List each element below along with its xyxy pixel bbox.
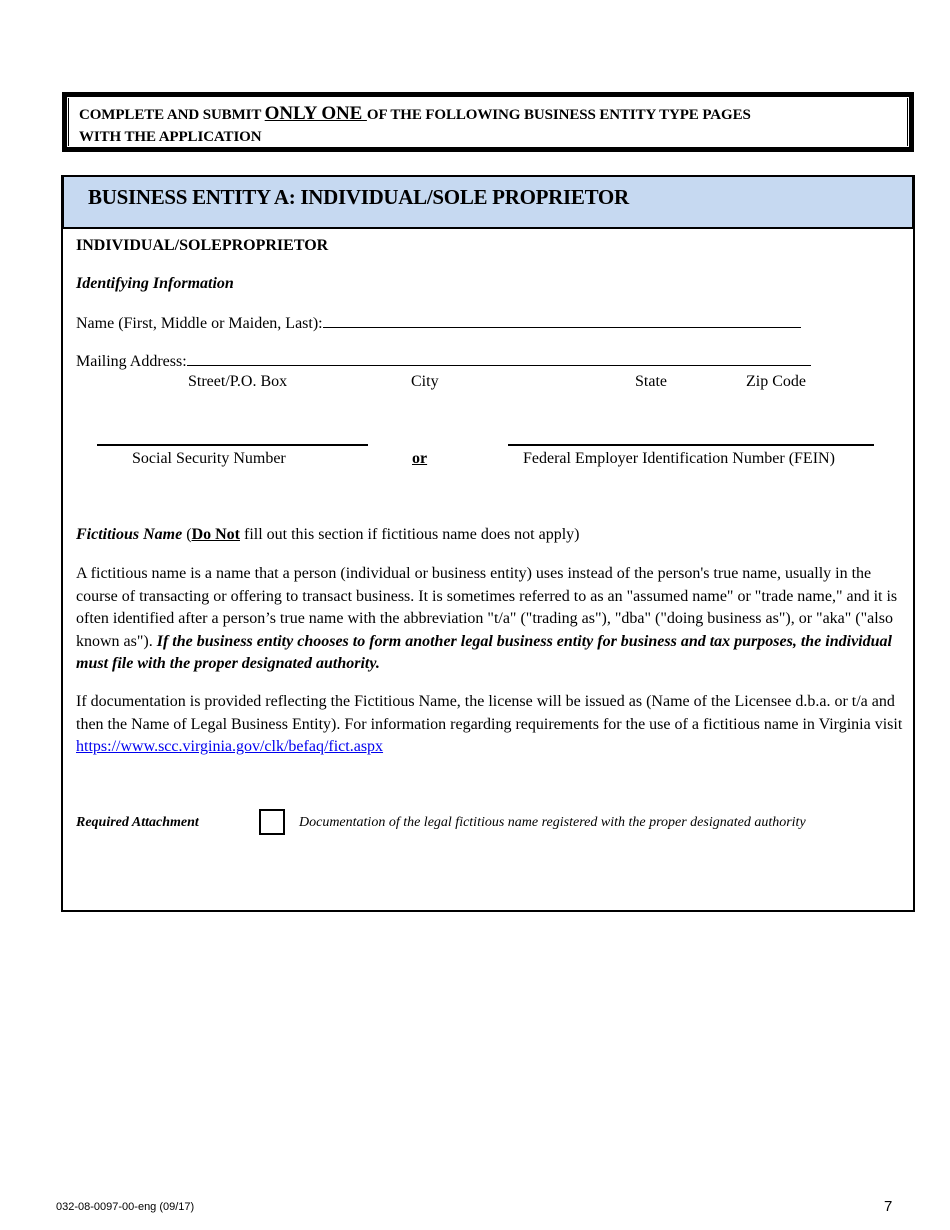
- required-attachment-label: Required Attachment: [76, 815, 199, 830]
- page-number: 7: [884, 1198, 893, 1215]
- name-field-row: [76, 313, 801, 333]
- address-state-label: State: [635, 373, 667, 390]
- name-label: Name (First, Middle or Maiden, Last):: [76, 315, 323, 332]
- entity-card-header: [62, 175, 914, 229]
- notice-line1-post: OF THE FOLLOWING BUSINESS ENTITY TYPE PAGES: [366, 107, 751, 123]
- mailing-input-line[interactable]: [187, 351, 811, 366]
- identifying-heading: Identifying Information: [76, 275, 234, 292]
- attachment-checkbox[interactable]: [259, 809, 285, 835]
- notice-line1-pre: COMPLETE AND SUBMIT: [79, 107, 265, 123]
- or-label: or: [412, 450, 428, 467]
- fictitious-para2-text: If documentation is provided reflecting the Fictitious Name, the license will be issued as (Name of the Licensee d.b.a. or t/a and then the Name of Legal Business Entity). For information regarding requirements for the use of a fictitious name in Virginia visit: [76, 693, 903, 733]
- fictitious-para1-text: A fictitious name is a name that a person (individual or business entity) uses instead of the person's true name, usually in the course of transacting or offering to transact business. It is sometimes referred to as an "assumed name" or "trade name," and it is often identified after a person’s true name with the abbreviation "t/a" ("trading as"), "dba" ("doing business as"), or "aka" ("also known as").: [76, 565, 898, 650]
- fein-input-line[interactable]: [508, 444, 874, 446]
- address-zip-label: Zip Code: [746, 373, 806, 390]
- scc-fictitious-link[interactable]: https://www.scc.virginia.gov/clk/befaq/fict.aspx: [76, 738, 384, 756]
- fictitious-heading: Fictitious Name: [76, 526, 183, 543]
- section-title: BUSINESS ENTITY A: INDIVIDUAL/SOLE PROPRIETOR: [88, 185, 629, 209]
- fictitious-para1-bold: If the business entity chooses to form another legal business entity for business and tax purposes, the individual must file with the proper designated authority.: [76, 632, 892, 673]
- mailing-label: Mailing Address:: [76, 353, 187, 370]
- entity-card: [61, 175, 915, 912]
- fictitious-heading-row: [76, 526, 580, 544]
- attachment-description: Documentation of the legal fictitious name registered with the proper designated authority: [299, 815, 806, 830]
- fictitious-paragraph-2: [76, 691, 906, 759]
- address-street-label: Street/P.O. Box: [188, 373, 288, 390]
- notice-only-one: ONLY ONE: [264, 103, 367, 124]
- ssn-label: Social Security Number: [132, 450, 286, 467]
- ssn-input-line[interactable]: [97, 444, 368, 446]
- fictitious-paren: (: [182, 526, 192, 543]
- notice-text: [79, 103, 879, 148]
- name-input-line[interactable]: [323, 313, 801, 328]
- form-code: 032-08-0097-00-eng (09/17): [56, 1201, 195, 1213]
- address-city-label: City: [411, 373, 439, 390]
- notice-banner: [62, 92, 914, 152]
- fictitious-paragraph-1: [76, 563, 906, 676]
- section-subtitle: INDIVIDUAL/SOLEPROPRIETOR: [76, 237, 329, 254]
- notice-line2: WITH THE APPLICATION: [79, 129, 262, 145]
- do-not-label: Do Not: [191, 526, 240, 543]
- fein-label: Federal Employer Identification Number (FEIN): [523, 450, 835, 467]
- mailing-field-row: [76, 351, 811, 371]
- fictitious-heading-rest: fill out this section if fictitious name does not apply): [240, 526, 580, 543]
